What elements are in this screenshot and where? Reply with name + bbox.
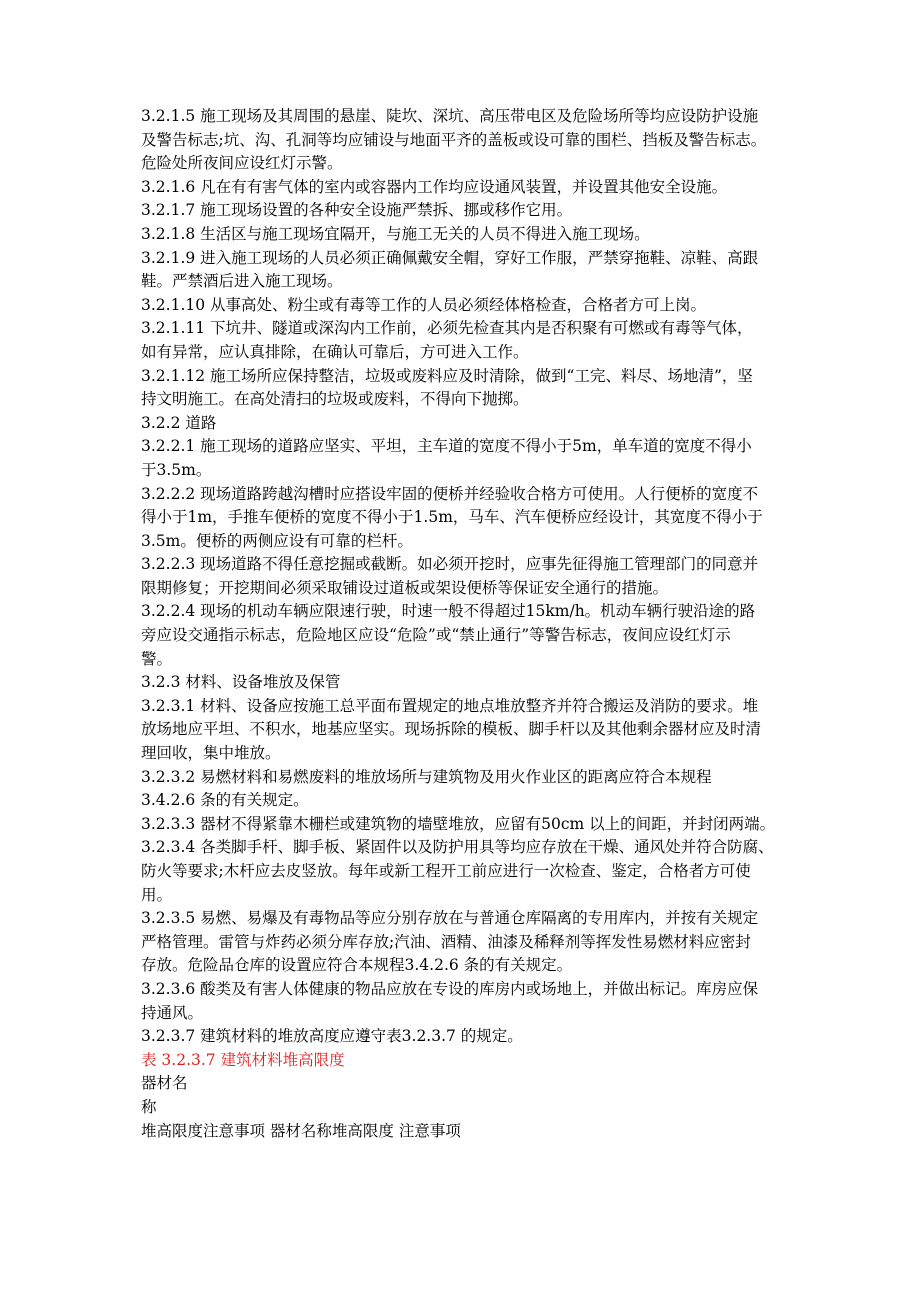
text-line: 3.2.2 道路: [141, 413, 217, 432]
table-header-line: 器材名: [141, 1074, 188, 1093]
table-header-block: [141, 1072, 792, 1143]
text-line: 3.2.1.12 施工场所应保持整洁，垃圾或废料应及时清除，做到“工完、料尽、场地清”，坚: [141, 366, 753, 385]
text-line: 放场地应平坦、不积水，地基应坚实。现场拆除的模板、脚手杆以及其他剩余器材应及时清: [141, 720, 762, 739]
text-line: 3.2.1.6 凡在有有害气体的室内或容器内工作均应设通风装置，并设置其他安全设施。: [141, 177, 728, 196]
text-line: 3.2.3.6 酸类及有害人体健康的物品应放在专设的库房内或场地上，并做出标记。库房应保: [141, 979, 759, 998]
text-line: 危险处所夜间应设红灯示警。: [141, 154, 343, 173]
text-line: 3.2.2.4 现场的机动车辆应限速行驶，时速一般不得超过15km/h。机动车辆行驶沿途的路: [141, 602, 756, 621]
text-line: 用。: [141, 885, 173, 904]
text-line: 3.2.2.2 现场道路跨越沟槽时应搭设牢固的便桥并经验收合格方可使用。人行便桥的宽度不: [141, 484, 759, 503]
text-line: 3.2.3.2 易燃材料和易燃废料的堆放场所与建筑物及用火作业区的距离应符合本规程: [141, 767, 712, 786]
text-line: 3.2.1.11 下坑井、隧道或深沟内工作前，必须先检查其内是否积聚有可燃或有毒等气体，: [141, 319, 753, 338]
text-line: 3.2.1.10 从事高处、粉尘或有毒等工作的人员必须经体格检查，合格者方可上岗。: [141, 295, 707, 314]
document-body: [141, 105, 792, 1049]
text-line: 持文明施工。在高处清扫的垃圾或废料，不得向下抛掷。: [141, 390, 529, 409]
text-line: 3.2.1.5 施工现场及其周围的悬崖、陡坎、深坑、高压带电区及危险场所等均应设防护设施: [141, 107, 759, 125]
text-line: 严格管理。雷管与炸药必须分库存放;汽油、酒精、油漆及稀释剂等挥发性易燃材料应密封: [141, 932, 751, 951]
text-line: 3.2.1.7 施工现场设置的各种安全设施严禁拆、挪或移作它用。: [141, 201, 573, 220]
text-line: 3.5m。便桥的两侧应设有可靠的栏杆。: [141, 531, 413, 550]
text-line: 持通风。: [141, 1003, 204, 1022]
text-line: 3.2.2.3 现场道路不得任意挖掘或截断。如必须开挖时，应事先征得施工管理部门的同意并: [141, 555, 759, 574]
text-line: 于3.5m。: [141, 460, 212, 479]
text-line: 如有异常，应认真排除，在确认可靠后，方可进入工作。: [141, 342, 529, 361]
text-line: 3.2.3.7 建筑材料的堆放高度应遵守表3.2.3.7 的规定。: [141, 1027, 523, 1046]
text-line: 3.4.2.6 条的有关规定。: [141, 791, 309, 810]
text-line: 鞋。严禁酒后进入施工现场。: [141, 272, 343, 291]
text-line: 得小于1m，手推车便桥的宽度不得小于1.5m，马车、汽车便桥应经设计，其宽度不得小于: [141, 508, 763, 527]
text-line: 及警告标志;坑、沟、孔洞等均应铺设与地面平齐的盖板或设可靠的围栏、挡板及警告标志。: [141, 130, 767, 149]
text-line: 警。: [141, 649, 173, 668]
text-line: 3.2.2.1 施工现场的道路应坚实、平坦，主车道的宽度不得小于5m，单车道的宽度不得小: [141, 437, 752, 456]
table-header-line: 堆高限度注意事项 器材名称堆高限度 注意事项: [141, 1121, 461, 1140]
text-line: 理回收，集中堆放。: [141, 744, 281, 763]
text-line: 旁应设交通指示标志，危险地区应设“危险”或“禁止通行”等警告标志，夜间应设红灯示: [141, 626, 731, 645]
text-line: 3.2.1.8 生活区与施工现场宜隔开，与施工无关的人员不得进入施工现场。: [141, 224, 650, 243]
text-line: 3.2.3.1 材料、设备应按施工总平面布置规定的地点堆放整齐并符合搬运及消防的要求。堆: [141, 696, 759, 715]
text-line: 防火等要求;木杆应去皮竖放。每年或新工程开工前应进行一次检查、鉴定，合格者方可使: [141, 862, 751, 880]
text-line: 3.2.3.4 各类脚手杆、脚手板、紧固件以及防护用具等均应存放在干燥、通风处并符合防腐、: [141, 838, 774, 857]
text-line: 3.2.3 材料、设备堆放及保管: [141, 673, 341, 692]
table-header-line: 称: [141, 1097, 157, 1116]
text-line: 限期修复；开挖期间必须采取铺设过道板或架设便桥等保证安全通行的措施。: [141, 578, 669, 597]
text-line: 存放。危险品仓库的设置应符合本规程3.4.2.6 条的有关规定。: [141, 956, 573, 975]
text-line: 3.2.3.3 器材不得紧靠木栅栏或建筑物的墙壁堆放，应留有50cm 以上的间距，并封闭两端。: [141, 814, 776, 833]
table-caption: 表 3.2.3.7 建筑材料堆高限度: [141, 1050, 345, 1069]
text-line: 3.2.3.5 易燃、易爆及有毒物品等应分别存放在与普通仓库隔离的专用库内，并按有关规定: [141, 909, 759, 928]
text-line: 3.2.1.9 进入施工现场的人员必须正确佩戴安全帽，穿好工作服，严禁穿拖鞋、凉鞋、高跟: [141, 248, 759, 267]
